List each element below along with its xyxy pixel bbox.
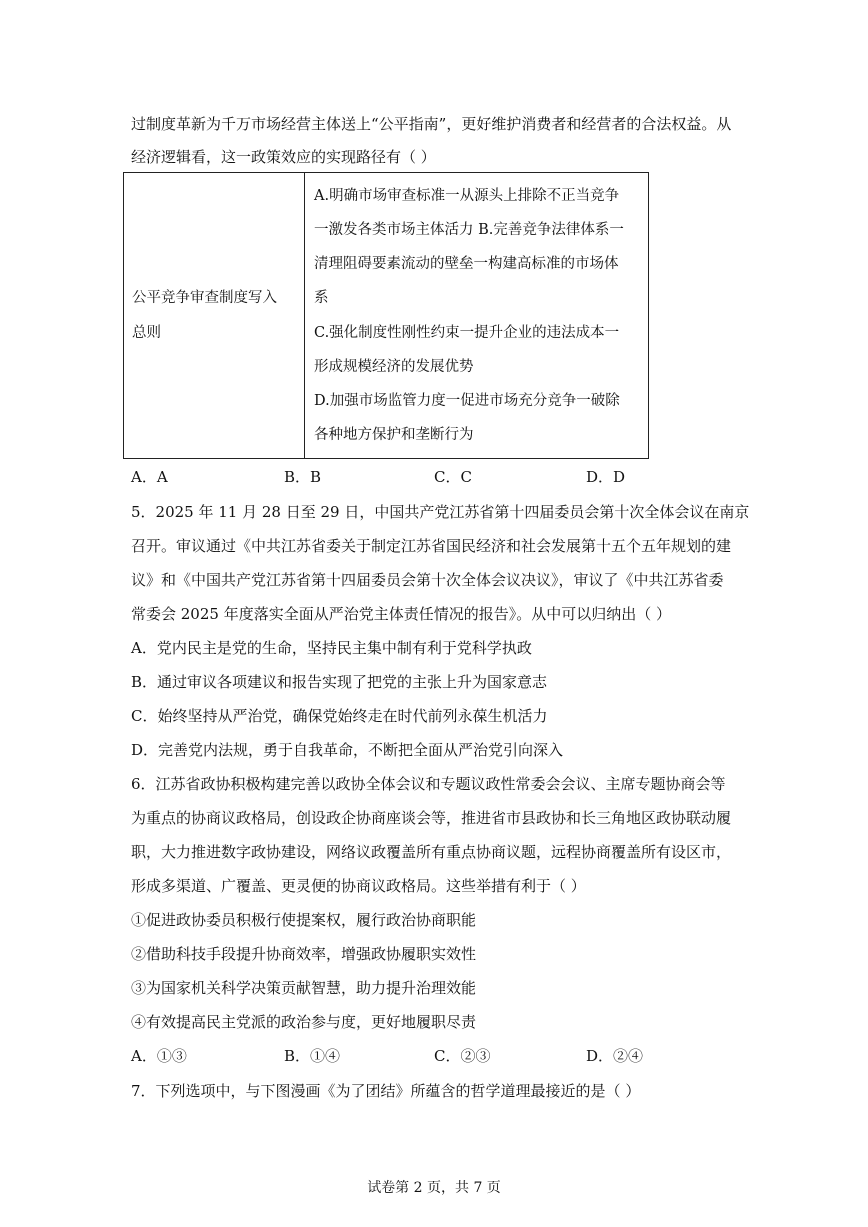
q4-table-right-line: 各种地方保护和垄断行为: [314, 427, 474, 444]
q6-option-b: B．①④: [284, 1047, 341, 1065]
q6-item-4: ④有效提高民主党派的政治参与度，更好地履职尽责: [131, 1013, 477, 1031]
q4-stem-line-1: 过制度革新为千万市场经营主体送上“公平指南”，更好维护消费者和经营者的合法权益。从: [131, 115, 732, 133]
q6-option-c: C．②③: [434, 1047, 491, 1065]
q4-stem-line-2: 经济逻辑看，这一政策效应的实现路径有（ ）: [131, 148, 436, 166]
q5-option-d: D．完善党内法规，勇于自我革命，不断把全面从严治党引向深入: [131, 741, 564, 759]
q4-table-left-line-2: 总则: [132, 324, 161, 341]
q6-stem-line-3: 职，大力推进数字政协建设，网络议政覆盖所有重点协商议题，远程协商覆盖所有设区市，: [131, 843, 732, 861]
q6-stem-line-4: 形成多渠道、广覆盖、更灵便的协商议政格局。这些举措有利于（ ）: [131, 877, 586, 895]
q6-item-1: ①促进政协委员积极行使提案权，履行政治协商职能: [131, 911, 477, 929]
q6-item-3: ③为国家机关科学决策贡献智慧，助力提升治理效能: [131, 979, 477, 997]
q4-table-right-line: 清理阻碍要素流动的壁垒一构建高标准的市场体: [314, 256, 619, 273]
q6-item-2: ②借助科技手段提升协商效率，增强政协履职实效性: [131, 945, 477, 963]
q6-option-a: A．①③: [131, 1047, 187, 1065]
q4-table-left-cell: [124, 173, 305, 459]
q4-option-c: C．C: [434, 468, 472, 486]
q4-table-right-cell: [305, 173, 649, 459]
q4-table-left-line-1: 公平竞争审查制度写入: [132, 289, 277, 306]
q4-table-right-line: 形成规模经济的发展优势: [314, 358, 474, 375]
q6-stem-line-1: 6．江苏省政协积极构建完善以政协全体会议和专题议政性常委会会议、主席专题协商会等: [131, 775, 726, 793]
q5-stem-line-3: 议》和《中国共产党江苏省第十四届委员会第十次全体会议决议》，审议了《中共江苏省委: [131, 571, 724, 589]
q4-option-b: B．B: [284, 468, 322, 486]
q5-option-a: A．党内民主是党的生命，坚持民主集中制有利于党科学执政: [131, 639, 532, 657]
q6-stem-line-2: 为重点的协商议政格局，创设政企协商座谈会等，推进省市县政协和长三角地区政协联动履: [131, 809, 732, 827]
q5-stem-line-4: 常委会 2025 年度落实全面从严治党主体责任情况的报告》。从中可以归纳出（ ）: [131, 605, 671, 623]
q5-stem-line-2: 召开。审议通过《中共江苏省委关于制定江苏省国民经济和社会发展第十五个五年规划的建: [131, 537, 732, 555]
q4-option-a: A．A: [131, 468, 168, 486]
q4-table-right-line: 一激发各类市场主体活力 B.完善竞争法律体系一: [314, 221, 624, 238]
q6-option-d: D．②④: [586, 1047, 644, 1065]
q5-option-c: C．始终坚持从严治党，确保党始终走在时代前列永葆生机活力: [131, 707, 548, 725]
q4-table: [123, 172, 649, 459]
q4-option-d: D．D: [586, 468, 626, 486]
q4-table-right-line: C.强化制度性刚性约束一提升企业的违法成本一: [314, 324, 620, 341]
q5-option-b: B．通过审议各项建议和报告实现了把党的主张上升为国家意志: [131, 673, 548, 691]
q5-stem-line-1: 5．2025 年 11 月 28 日至 29 日，中国共产党江苏省第十四届委员会第十次全体会议在南京: [131, 503, 750, 521]
q7-stem: 7．下列选项中，与下图漫画《为了团结》所蕴含的哲学道理最接近的是（ ）: [131, 1082, 641, 1100]
q4-table-right-line: A.明确市场审查标准一从源头上排除不正当竞争: [314, 187, 620, 204]
q4-table-right-line: 系: [314, 290, 329, 307]
q4-table-right-line: D.加强市场监管力度一促进市场充分竞争一破除: [314, 392, 620, 409]
page-footer: 试卷第 2 页，共 7 页: [367, 1180, 501, 1196]
